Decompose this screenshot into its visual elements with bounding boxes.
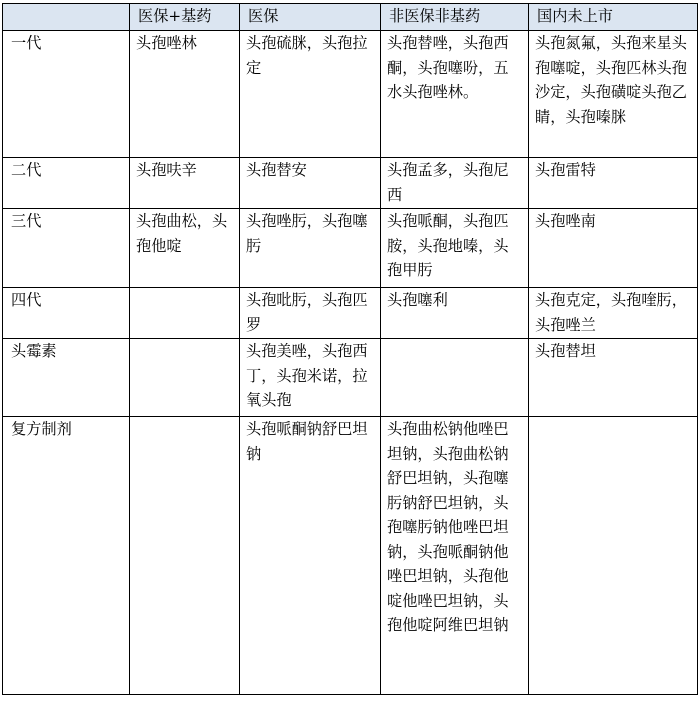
table-cell xyxy=(130,209,240,288)
table-cell xyxy=(240,209,381,288)
table-row xyxy=(3,339,698,417)
cephalosporin-classification-table xyxy=(2,3,698,695)
table-row xyxy=(3,158,698,209)
cell-text: 头孢替坦 xyxy=(535,342,596,360)
row-label-third-generation: 三代 xyxy=(3,209,130,288)
cell-text: 头孢硫脒，头孢拉定 xyxy=(246,34,368,77)
header-row xyxy=(3,4,698,31)
table-row xyxy=(3,31,698,158)
cell-text: 头孢曲松钠他唑巴坦钠，头孢曲松钠舒巴坦钠，头孢噻肟钠舒巴坦钠，头孢噻肟钠他唑巴坦钠，头孢哌酮钠他唑巴坦钠，头孢他啶他唑巴坦钠，头孢他啶阿维巴坦钠 xyxy=(387,420,509,634)
table-cell xyxy=(381,31,529,158)
row-label-second-generation: 二代 xyxy=(3,158,130,209)
table-cell xyxy=(240,288,381,339)
table-cell xyxy=(240,417,381,695)
cell-text: 头孢雷特 xyxy=(535,161,596,179)
cell-text: 头孢替安 xyxy=(246,161,307,179)
cell-text: 头孢哌酮，头孢匹胺，头孢地嗪，头孢甲肟 xyxy=(387,212,509,279)
header-not-marketed-domestically: 国内未上市 xyxy=(529,4,698,31)
cell-text: 头孢美唑，头孢西丁，头孢米诺，拉氧头孢 xyxy=(246,342,368,409)
table-cell xyxy=(381,417,529,695)
row-label-compound-preparations: 复方制剂 xyxy=(3,417,130,695)
cell-text: 头孢氮氟，头孢来星头孢噻啶，头孢匹林头孢沙定，头孢磺啶头孢乙睛，头孢嗪脒 xyxy=(535,34,687,126)
table-cell xyxy=(130,417,240,695)
header-corner-cell xyxy=(3,4,130,31)
table-cell xyxy=(529,31,698,158)
cell-text: 头孢哌酮钠舒巴坦钠 xyxy=(246,420,368,463)
table-cell xyxy=(381,288,529,339)
row-label-cephamycins: 头霉素 xyxy=(3,339,130,417)
table-cell xyxy=(529,288,698,339)
table-cell xyxy=(381,158,529,209)
table-cell xyxy=(130,288,240,339)
cell-text: 头孢替唑，头孢西酮，头孢噻吩，五水头孢唑林。 xyxy=(387,34,509,101)
table-cell xyxy=(381,209,529,288)
table-cell xyxy=(240,339,381,417)
table-cell xyxy=(240,31,381,158)
cell-text: 头孢曲松，头孢他啶 xyxy=(136,212,228,255)
table-row xyxy=(3,417,698,695)
cell-text: 头孢孟多，头孢尼西 xyxy=(387,161,509,204)
table-cell xyxy=(529,339,698,417)
table-cell xyxy=(529,209,698,288)
table-cell xyxy=(240,158,381,209)
cell-text: 头孢唑林 xyxy=(136,34,197,52)
table-cell xyxy=(130,339,240,417)
row-label-first-generation: 一代 xyxy=(3,31,130,158)
header-non-insurance-non-essential: 非医保非基药 xyxy=(381,4,529,31)
cell-text: 头孢呋辛 xyxy=(136,161,197,179)
cell-text: 头孢噻利 xyxy=(387,291,448,309)
header-insurance: 医保 xyxy=(240,4,381,31)
table-cell xyxy=(529,417,698,695)
cell-text: 头孢唑南 xyxy=(535,212,596,230)
table-cell xyxy=(381,339,529,417)
row-label-fourth-generation: 四代 xyxy=(3,288,130,339)
table-cell xyxy=(130,31,240,158)
table-cell xyxy=(529,158,698,209)
cell-text: 头孢克定，头孢喹肟，头孢唑兰 xyxy=(535,291,687,334)
table-cell xyxy=(130,158,240,209)
table-row xyxy=(3,288,698,339)
cell-text: 头孢唑肟，头孢噻肟 xyxy=(246,212,368,255)
table-row xyxy=(3,209,698,288)
cell-text: 头孢吡肟，头孢匹罗 xyxy=(246,291,368,334)
header-insurance-and-essential: 医保+基药 xyxy=(130,4,240,31)
